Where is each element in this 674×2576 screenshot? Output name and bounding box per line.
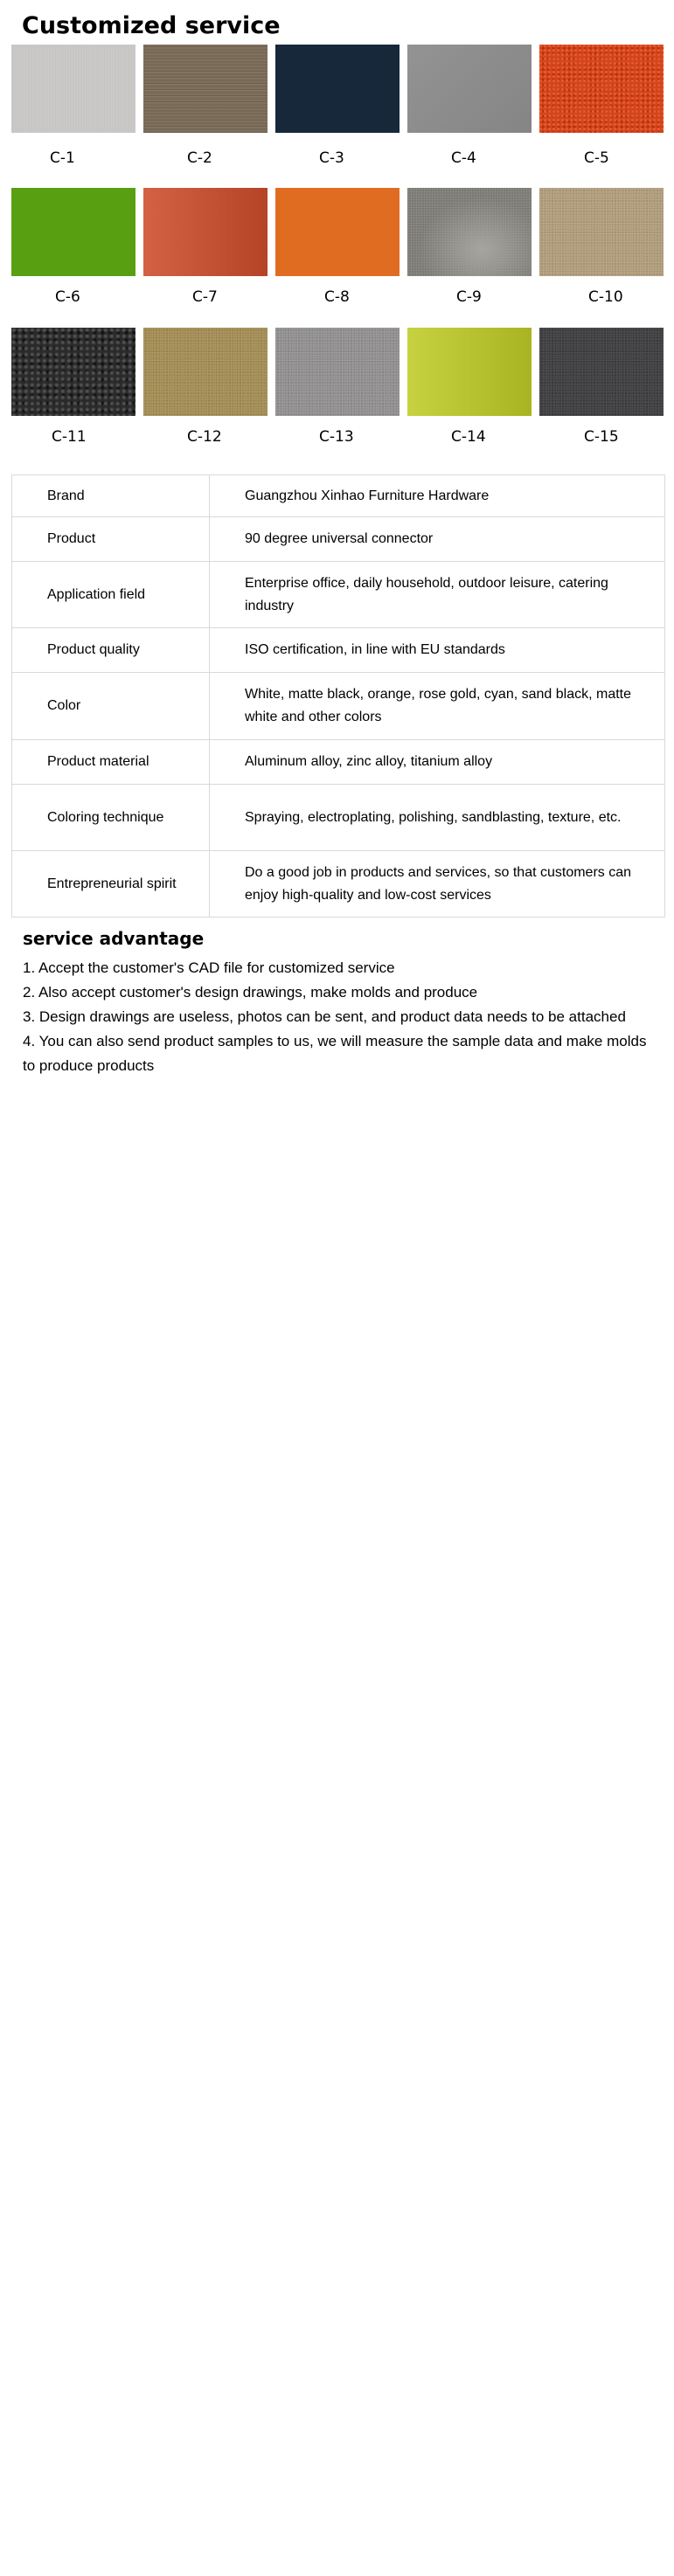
- swatch-chip: [143, 45, 268, 133]
- color-swatch-c-9: [407, 188, 532, 306]
- color-swatch-c-15: [539, 328, 664, 446]
- swatch-chip: [275, 188, 400, 276]
- swatch-code: C-10: [588, 288, 623, 306]
- swatch-chip: [143, 328, 268, 416]
- spec-label: Color: [12, 673, 210, 740]
- spec-value: Do a good job in products and services, so that customers can enjoy high-quality and low-cost services: [210, 851, 665, 918]
- spec-label: Application field: [12, 562, 210, 628]
- color-swatch-c-6: [11, 188, 135, 306]
- spec-value: Aluminum alloy, zinc alloy, titanium alloy: [210, 740, 665, 785]
- spec-label: Coloring technique: [12, 785, 210, 851]
- spec-value: Spraying, electroplating, polishing, sandblasting, texture, etc.: [210, 785, 665, 851]
- service-advantage-section: [23, 926, 652, 1078]
- spec-row: [12, 628, 665, 673]
- service-advantage-item: 4. You can also send product samples to us, we will measure the sample data and make molds to produce products: [23, 1033, 647, 1074]
- swatch-code: C-14: [451, 428, 486, 446]
- color-swatch-c-2: [143, 45, 268, 167]
- swatch-code: C-13: [319, 428, 354, 446]
- swatch-code: C-15: [584, 428, 619, 446]
- color-swatch-c-11: [11, 328, 135, 446]
- service-advantage-item: 1. Accept the customer's CAD file for customized service: [23, 959, 395, 976]
- color-swatch-c-14: [407, 328, 532, 446]
- spec-label: Product material: [12, 740, 210, 785]
- spec-label: Product: [12, 517, 210, 562]
- color-swatch-c-4: [407, 45, 532, 167]
- swatch-chip: [275, 45, 400, 133]
- swatch-chip: [407, 45, 532, 133]
- color-swatch-c-13: [275, 328, 400, 446]
- spec-label: Entrepreneurial spirit: [12, 851, 210, 918]
- swatch-chip: [275, 328, 400, 416]
- product-spec-table: [11, 474, 665, 918]
- spec-row: [12, 517, 665, 562]
- service-advantage-item: 3. Design drawings are useless, photos can be sent, and product data needs to be attached: [23, 1008, 626, 1025]
- swatch-code: C-3: [319, 149, 344, 167]
- spec-value: Enterprise office, daily household, outdoor leisure, catering industry: [210, 562, 665, 628]
- swatch-chip: [407, 188, 532, 276]
- swatch-code: C-4: [451, 149, 476, 167]
- spec-value: ISO certification, in line with EU standards: [210, 628, 665, 673]
- spec-row: [12, 673, 665, 740]
- color-swatch-c-5: [539, 45, 664, 167]
- swatch-chip: [539, 45, 664, 133]
- service-advantage-list: [23, 956, 652, 1078]
- swatch-chip: [11, 328, 135, 416]
- swatch-code: C-5: [584, 149, 609, 167]
- swatch-code: C-11: [52, 428, 87, 446]
- color-swatch-c-3: [275, 45, 400, 167]
- swatch-code: C-8: [324, 288, 350, 306]
- page-title: Customized service: [22, 12, 281, 39]
- swatch-code: C-12: [187, 428, 222, 446]
- spec-value: White, matte black, orange, rose gold, cyan, sand black, matte white and other colors: [210, 673, 665, 740]
- spec-value: 90 degree universal connector: [210, 517, 665, 562]
- swatch-code: C-6: [55, 288, 80, 306]
- color-swatch-c-7: [143, 188, 268, 306]
- spec-row: [12, 785, 665, 851]
- spec-row: [12, 740, 665, 785]
- swatch-code: C-9: [456, 288, 482, 306]
- spec-row: [12, 475, 665, 517]
- swatch-chip: [11, 45, 135, 133]
- service-advantage-item: 2. Also accept customer's design drawings, make molds and produce: [23, 984, 478, 1001]
- swatch-code: C-2: [187, 149, 212, 167]
- spec-label: Product quality: [12, 628, 210, 673]
- service-advantage-title: service advantage: [23, 928, 205, 949]
- swatch-chip: [143, 188, 268, 276]
- color-swatch-c-1: [11, 45, 135, 167]
- swatch-chip: [11, 188, 135, 276]
- spec-row: [12, 851, 665, 918]
- color-swatch-c-10: [539, 188, 664, 306]
- color-swatch-grid: [11, 45, 665, 447]
- swatch-chip: [407, 328, 532, 416]
- spec-value: Guangzhou Xinhao Furniture Hardware: [210, 475, 665, 517]
- swatch-chip: [539, 328, 664, 416]
- swatch-code: C-7: [192, 288, 218, 306]
- swatch-code: C-1: [50, 149, 75, 167]
- spec-row: [12, 562, 665, 628]
- swatch-chip: [539, 188, 664, 276]
- color-swatch-c-12: [143, 328, 268, 446]
- color-swatch-c-8: [275, 188, 400, 306]
- spec-label: Brand: [12, 475, 210, 517]
